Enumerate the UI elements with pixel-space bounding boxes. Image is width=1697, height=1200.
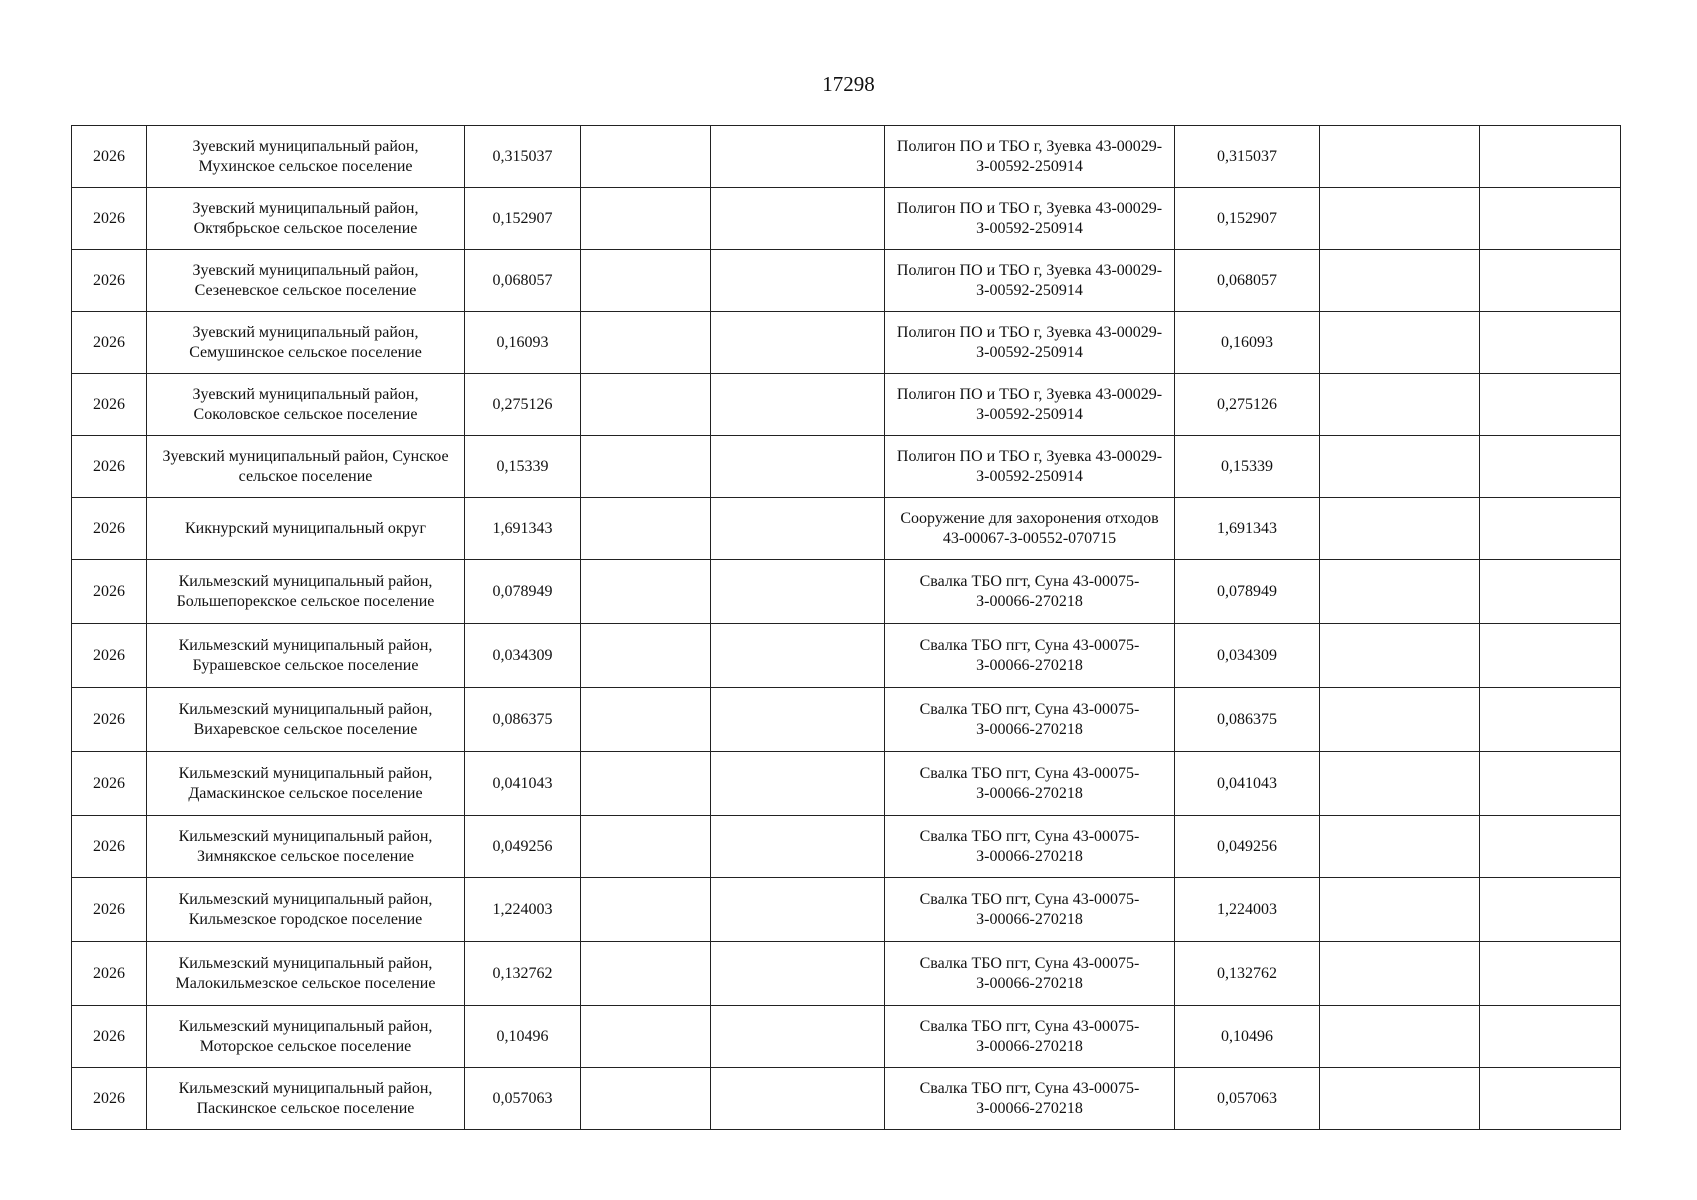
year-cell: 2026 bbox=[72, 188, 147, 250]
year-cell: 2026 bbox=[72, 374, 147, 436]
empty-cell bbox=[711, 816, 885, 878]
value2-cell: 0,315037 bbox=[1175, 126, 1320, 188]
value-cell: 0,049256 bbox=[465, 816, 581, 878]
table-row bbox=[72, 374, 1621, 436]
page-number: 17298 bbox=[822, 72, 875, 96]
empty-cell bbox=[1320, 942, 1480, 1006]
empty-cell bbox=[581, 188, 711, 250]
empty-cell bbox=[1480, 1068, 1621, 1130]
empty-cell bbox=[711, 250, 885, 312]
facility-cell: Свалка ТБО пгт, Суна 43-00075-З-00066-270218 bbox=[885, 624, 1175, 688]
empty-cell bbox=[1480, 688, 1621, 752]
facility-cell: Полигон ПО и ТБО г, Зуевка 43-00029-З-00592-250914 bbox=[885, 250, 1175, 312]
empty-cell bbox=[1480, 878, 1621, 942]
empty-cell bbox=[1480, 250, 1621, 312]
municipality-cell: Зуевский муниципальный район, Октябрьское сельское поселение bbox=[147, 188, 465, 250]
facility-cell: Полигон ПО и ТБО г, Зуевка 43-00029-З-00592-250914 bbox=[885, 374, 1175, 436]
table-row bbox=[72, 688, 1621, 752]
value-cell: 0,041043 bbox=[465, 752, 581, 816]
value-cell: 0,132762 bbox=[465, 942, 581, 1006]
municipality-cell: Кикнурский муниципальный округ bbox=[147, 498, 465, 560]
municipality-cell: Зуевский муниципальный район, Сезеневское сельское поселение bbox=[147, 250, 465, 312]
table-row bbox=[72, 312, 1621, 374]
empty-cell bbox=[1320, 126, 1480, 188]
empty-cell bbox=[1480, 498, 1621, 560]
empty-cell bbox=[581, 498, 711, 560]
table-row bbox=[72, 942, 1621, 1006]
empty-cell bbox=[581, 688, 711, 752]
value2-cell: 0,152907 bbox=[1175, 188, 1320, 250]
municipality-cell: Кильмезский муниципальный район, Малокильмезское сельское поселение bbox=[147, 942, 465, 1006]
facility-cell: Свалка ТБО пгт, Суна 43-00075-З-00066-270218 bbox=[885, 560, 1175, 624]
municipality-cell: Кильмезский муниципальный район, Кильмезское городское поселение bbox=[147, 878, 465, 942]
empty-cell bbox=[1480, 942, 1621, 1006]
year-cell: 2026 bbox=[72, 498, 147, 560]
municipality-cell: Кильмезский муниципальный район, Зимнякское сельское поселение bbox=[147, 816, 465, 878]
empty-cell bbox=[1320, 1068, 1480, 1130]
empty-cell bbox=[581, 374, 711, 436]
table-row bbox=[72, 126, 1621, 188]
year-cell: 2026 bbox=[72, 624, 147, 688]
value-cell: 0,086375 bbox=[465, 688, 581, 752]
facility-cell: Свалка ТБО пгт, Суна 43-00075-З-00066-270218 bbox=[885, 816, 1175, 878]
table-row bbox=[72, 560, 1621, 624]
empty-cell bbox=[581, 752, 711, 816]
year-cell: 2026 bbox=[72, 752, 147, 816]
table-row bbox=[72, 1068, 1621, 1130]
value2-cell: 0,15339 bbox=[1175, 436, 1320, 498]
municipality-cell: Зуевский муниципальный район, Соколовское сельское поселение bbox=[147, 374, 465, 436]
empty-cell bbox=[711, 688, 885, 752]
empty-cell bbox=[1480, 1006, 1621, 1068]
empty-cell bbox=[581, 560, 711, 624]
empty-cell bbox=[711, 436, 885, 498]
empty-cell bbox=[581, 312, 711, 374]
facility-cell: Полигон ПО и ТБО г, Зуевка 43-00029-З-00592-250914 bbox=[885, 126, 1175, 188]
value-cell: 0,068057 bbox=[465, 250, 581, 312]
empty-cell bbox=[1480, 816, 1621, 878]
empty-cell bbox=[1480, 752, 1621, 816]
empty-cell bbox=[1320, 188, 1480, 250]
municipality-cell: Кильмезский муниципальный район, Большепорекское сельское поселение bbox=[147, 560, 465, 624]
empty-cell bbox=[1480, 560, 1621, 624]
empty-cell bbox=[711, 498, 885, 560]
empty-cell bbox=[1320, 816, 1480, 878]
facility-cell: Сооружение для захоронения отходов 43-00067-З-00552-070715 bbox=[885, 498, 1175, 560]
value2-cell: 0,16093 bbox=[1175, 312, 1320, 374]
empty-cell bbox=[1480, 436, 1621, 498]
empty-cell bbox=[711, 1068, 885, 1130]
municipality-cell: Кильмезский муниципальный район, Моторское сельское поселение bbox=[147, 1006, 465, 1068]
empty-cell bbox=[581, 250, 711, 312]
year-cell: 2026 bbox=[72, 312, 147, 374]
empty-cell bbox=[711, 560, 885, 624]
data-table bbox=[71, 125, 1621, 1130]
municipality-cell: Зуевский муниципальный район, Семушинское сельское поселение bbox=[147, 312, 465, 374]
empty-cell bbox=[581, 942, 711, 1006]
empty-cell bbox=[581, 624, 711, 688]
empty-cell bbox=[1320, 752, 1480, 816]
empty-cell bbox=[1480, 624, 1621, 688]
municipality-cell: Зуевский муниципальный район, Сунское сельское поселение bbox=[147, 436, 465, 498]
table-row bbox=[72, 436, 1621, 498]
empty-cell bbox=[1320, 312, 1480, 374]
empty-cell bbox=[1320, 878, 1480, 942]
value2-cell: 0,034309 bbox=[1175, 624, 1320, 688]
empty-cell bbox=[711, 374, 885, 436]
value-cell: 0,10496 bbox=[465, 1006, 581, 1068]
empty-cell bbox=[581, 436, 711, 498]
value2-cell: 0,10496 bbox=[1175, 1006, 1320, 1068]
year-cell: 2026 bbox=[72, 942, 147, 1006]
empty-cell bbox=[1320, 250, 1480, 312]
municipality-cell: Кильмезский муниципальный район, Паскинское сельское поселение bbox=[147, 1068, 465, 1130]
facility-cell: Свалка ТБО пгт, Суна 43-00075-З-00066-270218 bbox=[885, 752, 1175, 816]
table-row bbox=[72, 188, 1621, 250]
value2-cell: 0,041043 bbox=[1175, 752, 1320, 816]
empty-cell bbox=[1320, 498, 1480, 560]
year-cell: 2026 bbox=[72, 688, 147, 752]
empty-cell bbox=[581, 126, 711, 188]
value-cell: 0,315037 bbox=[465, 126, 581, 188]
municipality-cell: Кильмезский муниципальный район, Дамаскинское сельское поселение bbox=[147, 752, 465, 816]
table-row bbox=[72, 878, 1621, 942]
empty-cell bbox=[1320, 374, 1480, 436]
year-cell: 2026 bbox=[72, 436, 147, 498]
empty-cell bbox=[711, 1006, 885, 1068]
table-row bbox=[72, 250, 1621, 312]
value-cell: 0,078949 bbox=[465, 560, 581, 624]
empty-cell bbox=[1320, 1006, 1480, 1068]
facility-cell: Полигон ПО и ТБО г, Зуевка 43-00029-З-00592-250914 bbox=[885, 436, 1175, 498]
year-cell: 2026 bbox=[72, 816, 147, 878]
value2-cell: 0,057063 bbox=[1175, 1068, 1320, 1130]
empty-cell bbox=[711, 752, 885, 816]
table-row bbox=[72, 1006, 1621, 1068]
empty-cell bbox=[1320, 624, 1480, 688]
value-cell: 0,057063 bbox=[465, 1068, 581, 1130]
empty-cell bbox=[711, 188, 885, 250]
empty-cell bbox=[711, 312, 885, 374]
table-row bbox=[72, 624, 1621, 688]
empty-cell bbox=[1480, 188, 1621, 250]
empty-cell bbox=[1320, 436, 1480, 498]
facility-cell: Свалка ТБО пгт, Суна 43-00075-З-00066-270218 bbox=[885, 1068, 1175, 1130]
year-cell: 2026 bbox=[72, 126, 147, 188]
empty-cell bbox=[581, 1006, 711, 1068]
value-cell: 0,15339 bbox=[465, 436, 581, 498]
empty-cell bbox=[1320, 560, 1480, 624]
value-cell: 0,152907 bbox=[465, 188, 581, 250]
facility-cell: Полигон ПО и ТБО г, Зуевка 43-00029-З-00592-250914 bbox=[885, 312, 1175, 374]
table-body bbox=[72, 126, 1621, 1130]
value-cell: 1,691343 bbox=[465, 498, 581, 560]
value2-cell: 0,132762 bbox=[1175, 942, 1320, 1006]
municipality-cell: Кильмезский муниципальный район, Бурашевское сельское поселение bbox=[147, 624, 465, 688]
value-cell: 0,034309 bbox=[465, 624, 581, 688]
facility-cell: Свалка ТБО пгт, Суна 43-00075-З-00066-270218 bbox=[885, 688, 1175, 752]
year-cell: 2026 bbox=[72, 250, 147, 312]
table-row bbox=[72, 752, 1621, 816]
value2-cell: 0,049256 bbox=[1175, 816, 1320, 878]
empty-cell bbox=[711, 624, 885, 688]
facility-cell: Свалка ТБО пгт, Суна 43-00075-З-00066-270218 bbox=[885, 942, 1175, 1006]
year-cell: 2026 bbox=[72, 560, 147, 624]
table-row bbox=[72, 498, 1621, 560]
facility-cell: Полигон ПО и ТБО г, Зуевка 43-00029-З-00592-250914 bbox=[885, 188, 1175, 250]
empty-cell bbox=[1480, 374, 1621, 436]
value2-cell: 1,691343 bbox=[1175, 498, 1320, 560]
municipality-cell: Зуевский муниципальный район, Мухинское сельское поселение bbox=[147, 126, 465, 188]
facility-cell: Свалка ТБО пгт, Суна 43-00075-З-00066-270218 bbox=[885, 878, 1175, 942]
value-cell: 1,224003 bbox=[465, 878, 581, 942]
value2-cell: 0,068057 bbox=[1175, 250, 1320, 312]
empty-cell bbox=[1480, 312, 1621, 374]
empty-cell bbox=[711, 878, 885, 942]
year-cell: 2026 bbox=[72, 1006, 147, 1068]
year-cell: 2026 bbox=[72, 878, 147, 942]
empty-cell bbox=[711, 942, 885, 1006]
facility-cell: Свалка ТБО пгт, Суна 43-00075-З-00066-270218 bbox=[885, 1006, 1175, 1068]
value2-cell: 0,275126 bbox=[1175, 374, 1320, 436]
empty-cell bbox=[581, 816, 711, 878]
empty-cell bbox=[1320, 688, 1480, 752]
value2-cell: 0,086375 bbox=[1175, 688, 1320, 752]
table-row bbox=[72, 816, 1621, 878]
value-cell: 0,275126 bbox=[465, 374, 581, 436]
municipality-cell: Кильмезский муниципальный район, Вихаревское сельское поселение bbox=[147, 688, 465, 752]
value-cell: 0,16093 bbox=[465, 312, 581, 374]
value2-cell: 0,078949 bbox=[1175, 560, 1320, 624]
empty-cell bbox=[581, 878, 711, 942]
value2-cell: 1,224003 bbox=[1175, 878, 1320, 942]
year-cell: 2026 bbox=[72, 1068, 147, 1130]
empty-cell bbox=[581, 1068, 711, 1130]
empty-cell bbox=[711, 126, 885, 188]
empty-cell bbox=[1480, 126, 1621, 188]
